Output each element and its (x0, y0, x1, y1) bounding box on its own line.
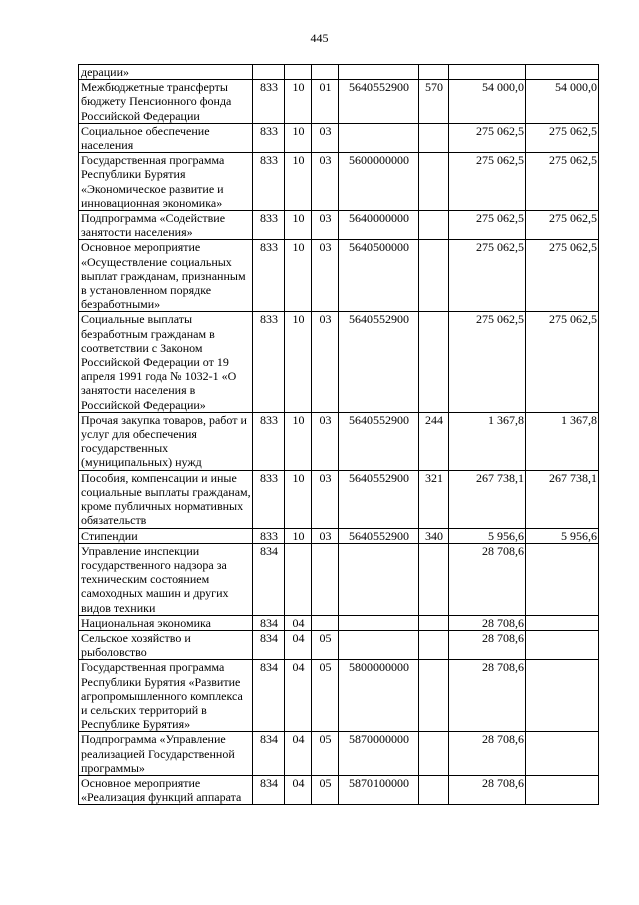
amount-cell: 275 062,5 (449, 153, 526, 211)
row-name-cell: Основное мероприятие «Реализация функций аппарата (79, 775, 253, 804)
section-code-cell: 04 (285, 615, 312, 630)
table-row (79, 412, 599, 470)
row-name-cell: Государственная программа Республики Бурятия «Развитие агропромышленного комплекса и сельских территорий в Республике Бурятия» (79, 660, 253, 732)
expense-type-cell (419, 153, 449, 211)
expense-type-cell (419, 312, 449, 412)
target-article-cell (339, 543, 419, 615)
amount-cell: 28 708,6 (449, 630, 526, 659)
table-row (79, 630, 599, 659)
amount-cell: 54 000,0 (449, 80, 526, 124)
table-row (79, 80, 599, 124)
amount-cell: 28 708,6 (449, 615, 526, 630)
target-article-cell (339, 630, 419, 659)
row-name-cell: Основное мероприятие «Осуществление социальных выплат гражданам, признанным в установленном порядке безработными» (79, 240, 253, 312)
subsection-code-cell: 03 (312, 312, 339, 412)
row-name-cell: Управление инспекции государственного надзора за техническим состоянием самоходных машин и других видов техники (79, 543, 253, 615)
expense-type-cell (419, 732, 449, 776)
expense-type-cell (419, 630, 449, 659)
amount-cell: 275 062,5 (449, 240, 526, 312)
expense-type-cell: 321 (419, 470, 449, 528)
expense-type-cell (419, 240, 449, 312)
table-row (79, 211, 599, 240)
ministry-code-cell: 833 (253, 240, 285, 312)
table-row (79, 312, 599, 412)
section-code-cell: 10 (285, 470, 312, 528)
subsection-code-cell (312, 65, 339, 80)
amount-secondary-cell (526, 65, 599, 80)
expense-type-cell: 570 (419, 80, 449, 124)
budget-table-body (79, 65, 599, 805)
table-row (79, 65, 599, 80)
ministry-code-cell: 834 (253, 630, 285, 659)
subsection-code-cell (312, 615, 339, 630)
budget-table (78, 64, 599, 805)
amount-secondary-cell: 275 062,5 (526, 240, 599, 312)
table-row (79, 470, 599, 528)
subsection-code-cell: 03 (312, 123, 339, 152)
row-name-cell: Прочая закупка товаров, работ и услуг для обеспечения государственных (муниципальных) нужд (79, 412, 253, 470)
ministry-code-cell: 833 (253, 312, 285, 412)
subsection-code-cell: 05 (312, 732, 339, 776)
target-article-cell: 5640552900 (339, 412, 419, 470)
expense-type-cell (419, 660, 449, 732)
expense-type-cell: 340 (419, 528, 449, 543)
table-row (79, 732, 599, 776)
amount-secondary-cell: 275 062,5 (526, 211, 599, 240)
expense-type-cell (419, 65, 449, 80)
table-row (79, 240, 599, 312)
section-code-cell: 04 (285, 660, 312, 732)
section-code-cell: 04 (285, 630, 312, 659)
amount-secondary-cell: 5 956,6 (526, 528, 599, 543)
table-row (79, 660, 599, 732)
amount-secondary-cell: 275 062,5 (526, 312, 599, 412)
target-article-cell: 5800000000 (339, 660, 419, 732)
row-name-cell: Сельское хозяйство и рыболовство (79, 630, 253, 659)
ministry-code-cell: 834 (253, 775, 285, 804)
table-row (79, 123, 599, 152)
section-code-cell: 10 (285, 123, 312, 152)
table-row (79, 775, 599, 804)
amount-secondary-cell (526, 775, 599, 804)
row-name-cell: Государственная программа Республики Бурятия «Экономическое развитие и инновационная экономика» (79, 153, 253, 211)
expense-type-cell (419, 775, 449, 804)
target-article-cell: 5640000000 (339, 211, 419, 240)
section-code-cell: 10 (285, 153, 312, 211)
subsection-code-cell: 03 (312, 240, 339, 312)
row-name-cell: Социальные выплаты безработным гражданам в соответствии с Законом Российской Федерации от 19 апреля 1991 года № 1032-1 «О занятости населения в Российской Федерации» (79, 312, 253, 412)
section-code-cell: 04 (285, 732, 312, 776)
amount-cell: 5 956,6 (449, 528, 526, 543)
expense-type-cell (419, 543, 449, 615)
section-code-cell: 10 (285, 211, 312, 240)
row-name-cell: Подпрограмма «Управление реализацией Государственной программы» (79, 732, 253, 776)
ministry-code-cell: 833 (253, 80, 285, 124)
amount-secondary-cell: 1 367,8 (526, 412, 599, 470)
ministry-code-cell: 833 (253, 211, 285, 240)
ministry-code-cell: 833 (253, 528, 285, 543)
target-article-cell: 5640552900 (339, 312, 419, 412)
subsection-code-cell: 03 (312, 211, 339, 240)
subsection-code-cell: 05 (312, 660, 339, 732)
subsection-code-cell: 01 (312, 80, 339, 124)
amount-cell (449, 65, 526, 80)
ministry-code-cell: 834 (253, 543, 285, 615)
table-row (79, 153, 599, 211)
amount-secondary-cell (526, 660, 599, 732)
section-code-cell: 10 (285, 80, 312, 124)
subsection-code-cell: 05 (312, 775, 339, 804)
amount-secondary-cell: 267 738,1 (526, 470, 599, 528)
amount-cell: 28 708,6 (449, 660, 526, 732)
ministry-code-cell: 833 (253, 123, 285, 152)
amount-secondary-cell: 275 062,5 (526, 123, 599, 152)
ministry-code-cell: 833 (253, 470, 285, 528)
amount-cell: 275 062,5 (449, 211, 526, 240)
ministry-code-cell: 834 (253, 732, 285, 776)
amount-secondary-cell: 275 062,5 (526, 153, 599, 211)
amount-secondary-cell: 54 000,0 (526, 80, 599, 124)
section-code-cell (285, 543, 312, 615)
section-code-cell: 10 (285, 312, 312, 412)
amount-cell: 275 062,5 (449, 312, 526, 412)
amount-secondary-cell (526, 543, 599, 615)
amount-secondary-cell (526, 615, 599, 630)
row-name-cell: Стипендии (79, 528, 253, 543)
ministry-code-cell (253, 65, 285, 80)
subsection-code-cell: 03 (312, 528, 339, 543)
target-article-cell: 5870100000 (339, 775, 419, 804)
amount-secondary-cell (526, 630, 599, 659)
target-article-cell (339, 65, 419, 80)
table-row (79, 615, 599, 630)
subsection-code-cell: 03 (312, 470, 339, 528)
section-code-cell: 10 (285, 412, 312, 470)
target-article-cell: 5640552900 (339, 80, 419, 124)
expense-type-cell: 244 (419, 412, 449, 470)
target-article-cell: 5870000000 (339, 732, 419, 776)
row-name-cell: Подпрограмма «Содействие занятости населения» (79, 211, 253, 240)
section-code-cell (285, 65, 312, 80)
section-code-cell: 10 (285, 528, 312, 543)
row-name-cell: Межбюджетные трансферты бюджету Пенсионного фонда Российской Федерации (79, 80, 253, 124)
target-article-cell: 5640500000 (339, 240, 419, 312)
target-article-cell (339, 123, 419, 152)
target-article-cell: 5640552900 (339, 528, 419, 543)
ministry-code-cell: 834 (253, 660, 285, 732)
expense-type-cell (419, 211, 449, 240)
table-row (79, 528, 599, 543)
subsection-code-cell (312, 543, 339, 615)
expense-type-cell (419, 615, 449, 630)
section-code-cell: 04 (285, 775, 312, 804)
expense-type-cell (419, 123, 449, 152)
amount-cell: 267 738,1 (449, 470, 526, 528)
subsection-code-cell: 03 (312, 412, 339, 470)
subsection-code-cell: 03 (312, 153, 339, 211)
table-row (79, 543, 599, 615)
amount-cell: 28 708,6 (449, 775, 526, 804)
target-article-cell: 5640552900 (339, 470, 419, 528)
row-name-cell: Пособия, компенсации и иные социальные выплаты гражданам, кроме публичных нормативных обязательств (79, 470, 253, 528)
amount-secondary-cell (526, 732, 599, 776)
row-name-cell: Национальная экономика (79, 615, 253, 630)
section-code-cell: 10 (285, 240, 312, 312)
ministry-code-cell: 833 (253, 412, 285, 470)
row-name-cell: Социальное обеспечение населения (79, 123, 253, 152)
subsection-code-cell: 05 (312, 630, 339, 659)
amount-cell: 1 367,8 (449, 412, 526, 470)
row-name-cell: дерации» (79, 65, 253, 80)
ministry-code-cell: 834 (253, 615, 285, 630)
amount-cell: 28 708,6 (449, 543, 526, 615)
page-number: 445 (310, 31, 329, 45)
target-article-cell (339, 615, 419, 630)
amount-cell: 28 708,6 (449, 732, 526, 776)
ministry-code-cell: 833 (253, 153, 285, 211)
amount-cell: 275 062,5 (449, 123, 526, 152)
target-article-cell: 5600000000 (339, 153, 419, 211)
